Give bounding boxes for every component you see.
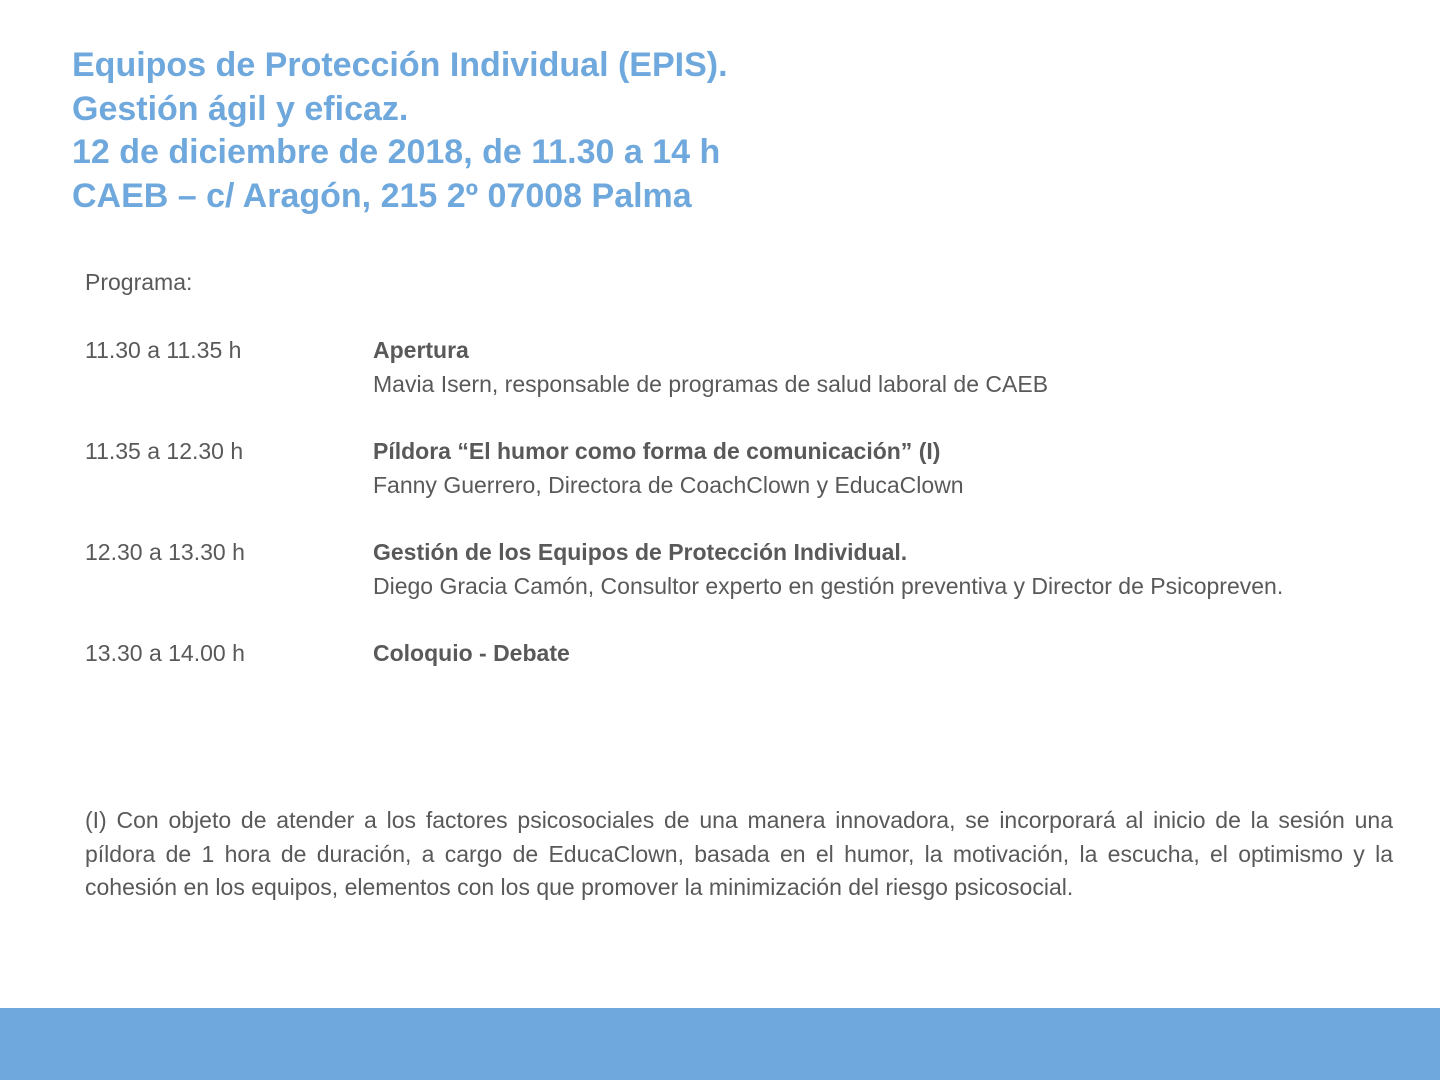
footnote: (I) Con objeto de atender a los factores psicosociales de una manera innovadora, se incorporará al inicio de la sesión una píldora de 1 hora de duración, a cargo de EducaClown, basada en el humor, la motivación, la escucha, el optimismo y la cohesión en los equipos, elementos con los que promover la minimización del riesgo psicosocial. <box>85 807 1393 900</box>
agenda-speaker: Mavia Isern, responsable de programas de salud laboral de CAEB <box>373 370 1049 397</box>
agenda-title: Píldora “El humor como forma de comunicación” (I) <box>373 438 941 464</box>
title-line-subtitle: Gestión ágil y eficaz. <box>72 89 409 128</box>
agenda-item <box>85 435 1405 536</box>
footer-bar <box>0 1008 1440 1080</box>
title-line-date: 12 de diciembre de 2018, de 11.30 a 14 h <box>72 133 721 171</box>
agenda-time: 12.30 a 13.30 h <box>85 539 245 565</box>
agenda-speaker: Diego Gracia Camón, Consultor experto en gestión preventiva y Director de Psicopreven. <box>373 572 1284 599</box>
agenda-time: 11.30 a 11.35 h <box>85 337 242 363</box>
agenda <box>85 334 1405 738</box>
agenda-details <box>373 637 1405 738</box>
program-label: Programa: <box>85 269 193 295</box>
agenda-item <box>85 334 1405 435</box>
title-line-location: CAEB – c/ Aragón, 215 2º 07008 Palma <box>72 176 692 215</box>
agenda-item <box>85 637 1405 738</box>
agenda-time: 13.30 a 14.00 h <box>85 640 245 666</box>
agenda-title: Gestión de los Equipos de Protección Individual. <box>373 539 908 565</box>
agenda-details <box>373 435 1405 536</box>
page-title <box>72 44 1372 218</box>
agenda-details <box>373 334 1405 435</box>
agenda-title: Apertura <box>373 337 469 363</box>
agenda-details <box>373 536 1405 637</box>
agenda-title: Coloquio - Debate <box>373 640 570 666</box>
agenda-speaker: Fanny Guerrero, Directora de CoachClown y EducaClown <box>373 471 964 498</box>
agenda-time: 11.35 a 12.30 h <box>85 438 244 464</box>
agenda-item <box>85 536 1405 637</box>
title-line-event: Equipos de Protección Individual (EPIS). <box>72 46 728 84</box>
